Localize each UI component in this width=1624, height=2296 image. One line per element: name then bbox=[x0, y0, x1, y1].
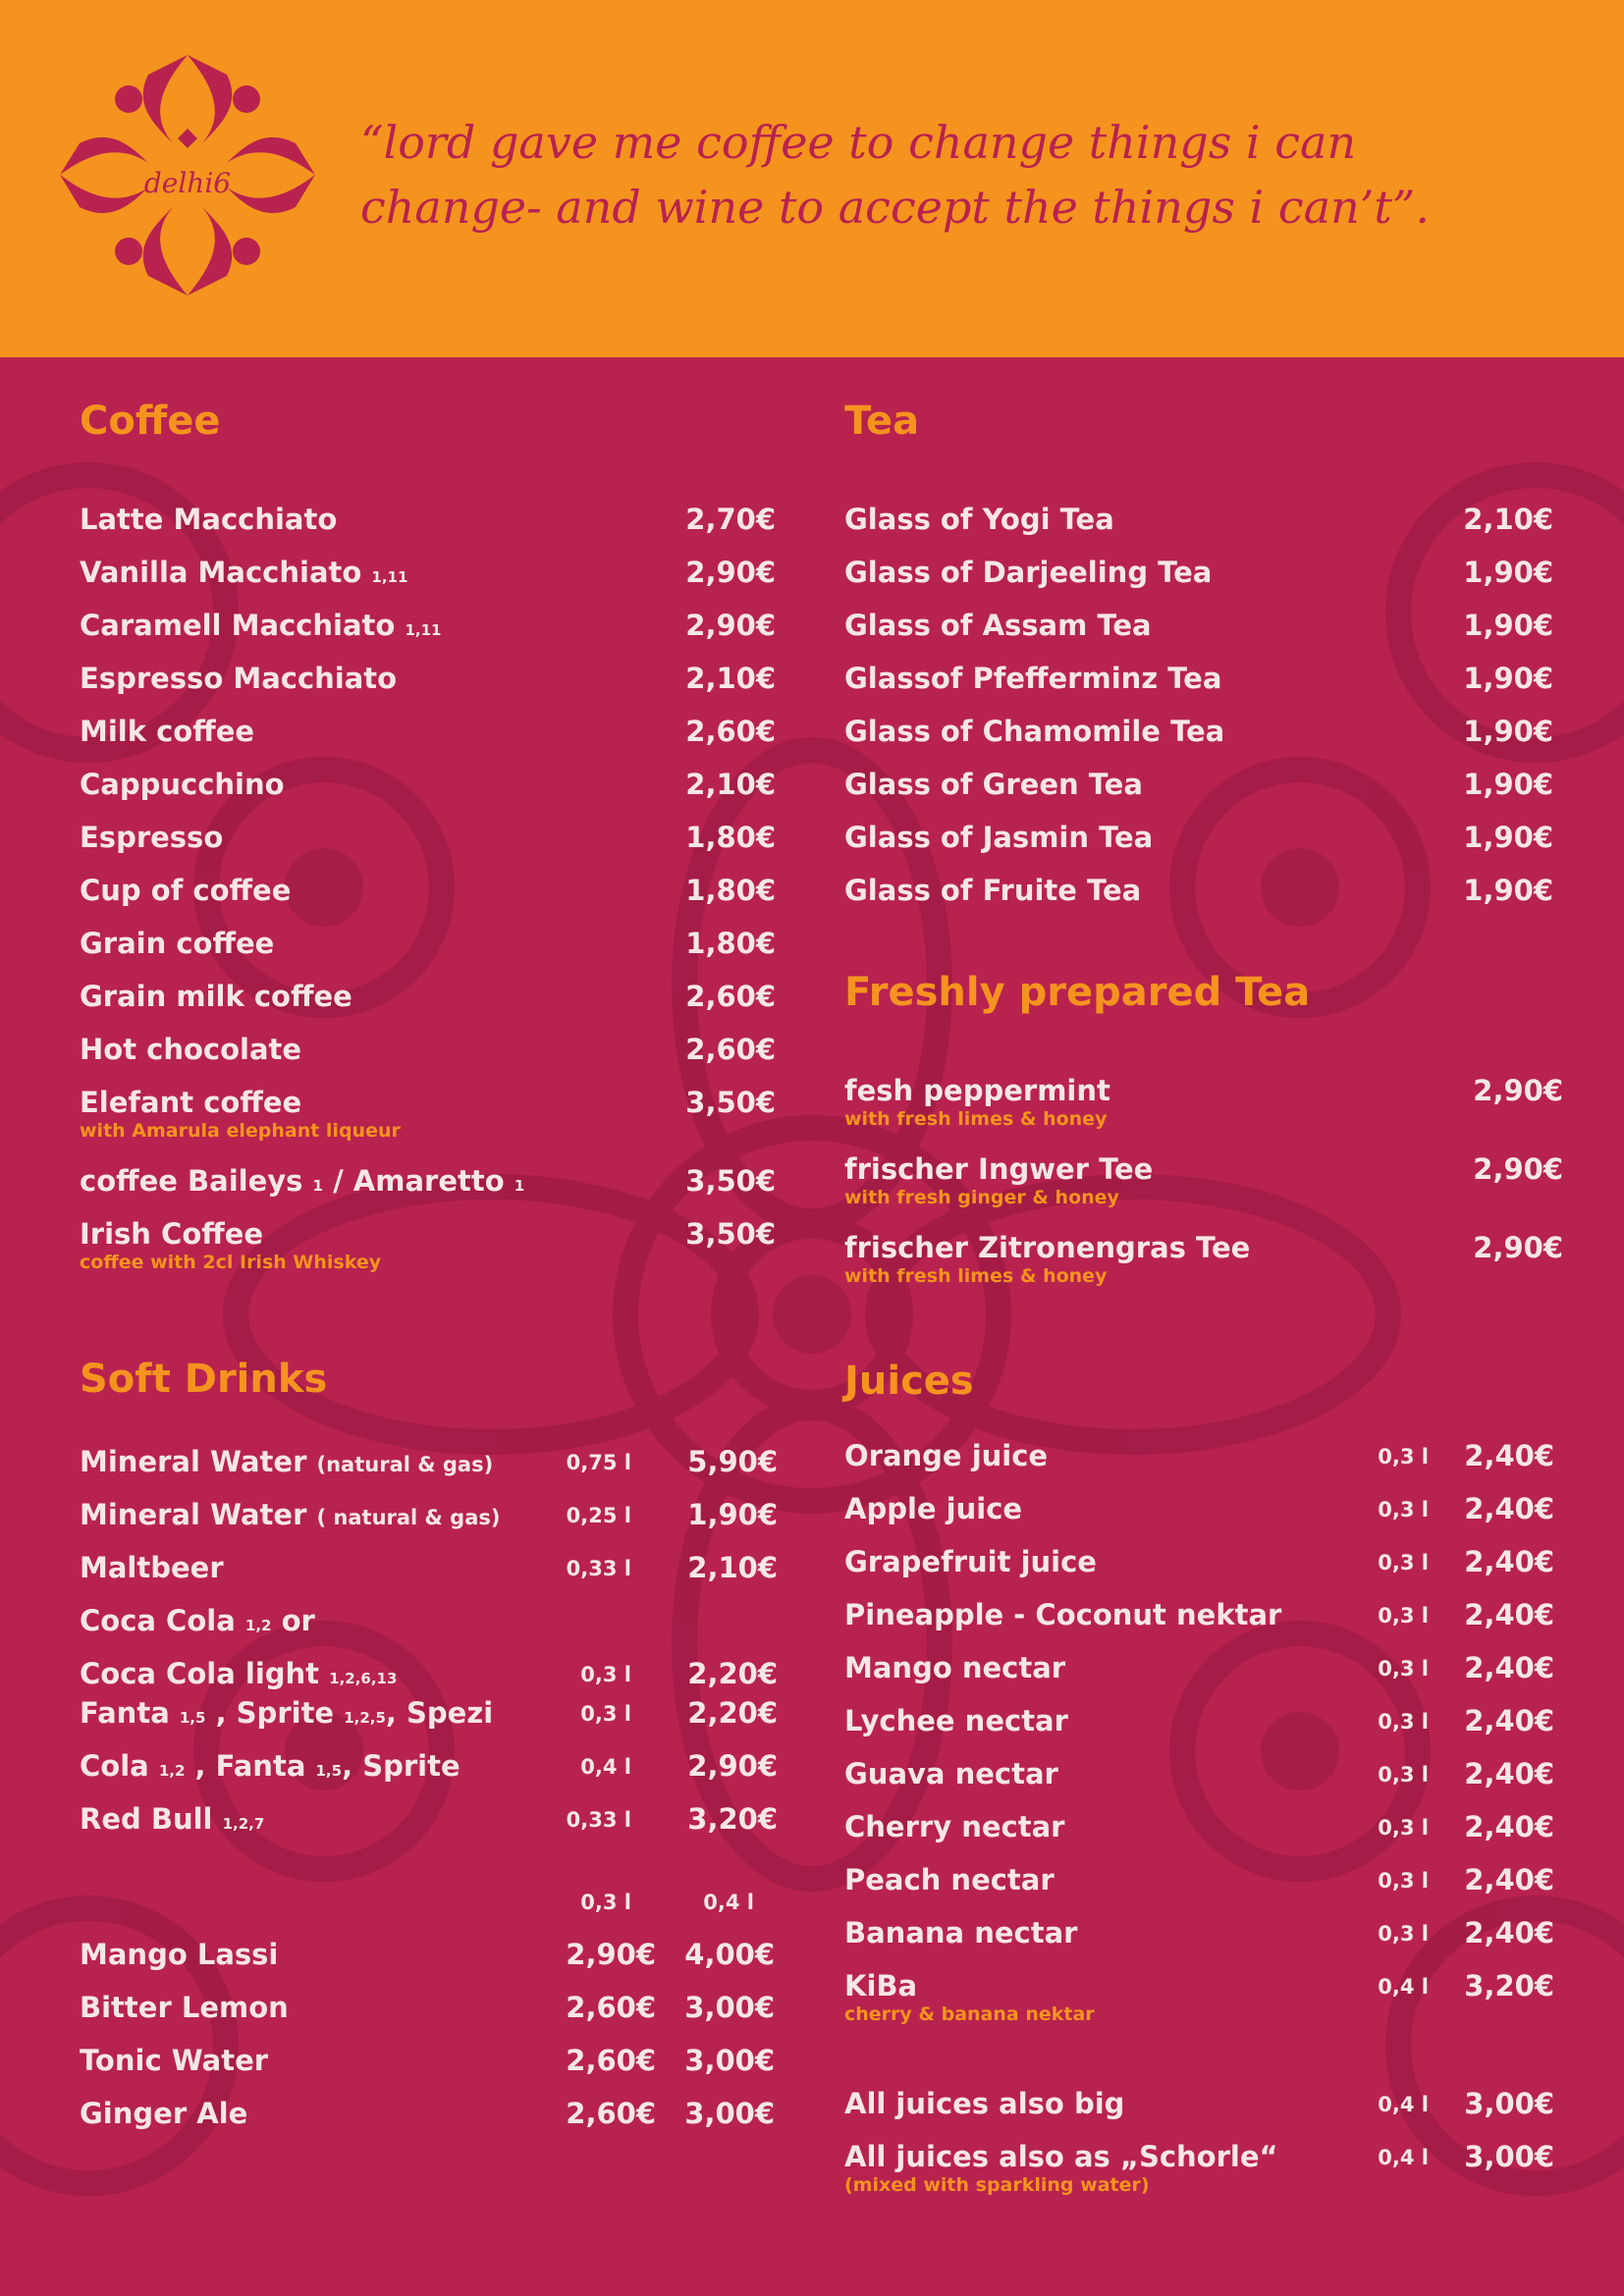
item-name-text: Glass of Chamomile Tea bbox=[844, 715, 1225, 748]
item-name-text: Glass of Fruite Tea bbox=[844, 874, 1142, 907]
item-name bbox=[80, 821, 223, 854]
item-name-text: KiBa bbox=[844, 1969, 918, 2002]
item-name-text: Hot chocolate bbox=[80, 1033, 302, 1066]
item-name bbox=[844, 1439, 1048, 1472]
item-name-text: Glassof Pfefferminz Tea bbox=[844, 662, 1222, 695]
item-name-text: Vanilla Macchiato bbox=[80, 556, 362, 589]
item-price: 3,20€ bbox=[687, 1802, 778, 1836]
item-note: with fresh ginger & honey bbox=[844, 1187, 1119, 1208]
item-price: 2,40€ bbox=[1464, 1863, 1554, 1896]
item-name-text: Glass of Darjeeling Tea bbox=[844, 556, 1213, 589]
item-name bbox=[844, 1757, 1058, 1790]
item-volume: 0,3 l bbox=[580, 1663, 631, 1686]
item-price: 2,60€ bbox=[685, 1033, 776, 1066]
soft-drinks-title: Soft Drinks bbox=[80, 1357, 328, 1402]
item-price: 2,10€ bbox=[1463, 503, 1553, 536]
item-price: 2,10€ bbox=[685, 662, 776, 695]
item-name-text: Glass of Assam Tea bbox=[844, 609, 1152, 642]
allergen-codes: 1,2,5 bbox=[344, 1709, 386, 1727]
item-name bbox=[80, 1551, 224, 1584]
item-name bbox=[80, 1749, 460, 1783]
item-name-text: , Spezi bbox=[385, 1696, 494, 1730]
item-price: 1,80€ bbox=[685, 874, 776, 907]
item-price: 3,00€ bbox=[1464, 2140, 1554, 2173]
item-price: 2,60€ bbox=[685, 980, 776, 1013]
item-name-text: frischer Ingwer Tee bbox=[844, 1152, 1154, 1186]
item-name bbox=[844, 1810, 1064, 1843]
fresh-tea-title: Freshly prepared Tea bbox=[844, 970, 1311, 1015]
item-volume: 0,3 l bbox=[1378, 1551, 1429, 1575]
item-price-large: 4,00€ bbox=[684, 1938, 775, 1971]
item-name-text: Orange juice bbox=[844, 1439, 1049, 1472]
item-price: 2,10€ bbox=[687, 1551, 778, 1584]
item-price: 2,90€ bbox=[1473, 1152, 1563, 1186]
item-price: 2,90€ bbox=[685, 556, 776, 589]
allergen-codes: 1,5 bbox=[315, 1762, 343, 1780]
item-name bbox=[844, 1074, 1110, 1107]
item-name bbox=[844, 874, 1141, 907]
item-name-text: Caramell Macchiato bbox=[80, 609, 396, 642]
item-price: 3,50€ bbox=[685, 1217, 776, 1251]
item-name bbox=[844, 768, 1143, 801]
item-price: 3,50€ bbox=[685, 1086, 776, 1119]
item-name bbox=[80, 1696, 493, 1730]
item-name-text: Mineral Water bbox=[80, 1445, 307, 1478]
allergen-codes: 1,2 bbox=[158, 1762, 186, 1780]
item-name-text: , Fanta bbox=[194, 1749, 306, 1783]
item-price: 1,90€ bbox=[1463, 821, 1553, 854]
item-volume: 0,3 l bbox=[1378, 1657, 1429, 1681]
item-price-large: 3,00€ bbox=[684, 1991, 775, 2024]
coffee-title: Coffee bbox=[80, 399, 221, 444]
item-name bbox=[80, 768, 285, 801]
item-name-text: / Amaretto bbox=[333, 1164, 505, 1198]
item-name bbox=[844, 1863, 1055, 1896]
item-volume: 0,3 l bbox=[1378, 1763, 1429, 1787]
item-price: 1,90€ bbox=[1463, 609, 1553, 642]
item-name bbox=[80, 1657, 397, 1690]
item-volume: 0,4 l bbox=[1378, 2093, 1429, 2116]
item-price-small: 2,90€ bbox=[566, 1938, 656, 1971]
item-name bbox=[80, 1217, 263, 1251]
item-volume: 0,3 l bbox=[1378, 1816, 1429, 1840]
item-name bbox=[844, 1231, 1250, 1264]
item-volume: 0,33 l bbox=[566, 1808, 631, 1832]
item-volume: 0,3 l bbox=[1378, 1604, 1429, 1628]
item-name-text: Grain coffee bbox=[80, 927, 275, 960]
item-name-text: , Sprite bbox=[215, 1696, 335, 1730]
item-name-text: Irish Coffee bbox=[80, 1217, 264, 1251]
item-name bbox=[844, 1545, 1097, 1578]
item-volume: 0,25 l bbox=[566, 1504, 631, 1527]
item-name-text: Cola bbox=[80, 1749, 149, 1783]
item-price: 2,20€ bbox=[687, 1696, 778, 1730]
item-volume: 0,3 l bbox=[1378, 1922, 1429, 1946]
item-name bbox=[844, 715, 1224, 748]
item-name-text: Elefant coffee bbox=[80, 1086, 302, 1119]
item-name bbox=[844, 1704, 1068, 1737]
item-name-text: Grapefruit juice bbox=[844, 1545, 1097, 1578]
item-name bbox=[80, 1938, 278, 1971]
item-volume: 0,3 l bbox=[580, 1702, 631, 1726]
item-name bbox=[844, 556, 1212, 589]
item-detail: (natural & gas) bbox=[316, 1453, 494, 1476]
item-name-text: Mineral Water bbox=[80, 1498, 307, 1531]
item-name-text: Coca Cola light bbox=[80, 1657, 320, 1690]
item-price: 3,00€ bbox=[1464, 2087, 1554, 2120]
item-detail: ( natural & gas) bbox=[316, 1506, 501, 1529]
allergen-codes: 1 bbox=[312, 1177, 323, 1195]
item-price: 2,20€ bbox=[687, 1657, 778, 1690]
item-name bbox=[844, 1651, 1065, 1684]
item-price: 3,50€ bbox=[685, 1164, 776, 1198]
header-banner bbox=[0, 0, 1624, 357]
item-price-small: 2,60€ bbox=[566, 2097, 656, 2130]
item-price: 5,90€ bbox=[687, 1445, 778, 1478]
item-price: 1,80€ bbox=[685, 927, 776, 960]
item-name-text: Pineapple - Coconut nektar bbox=[844, 1598, 1282, 1631]
allergen-codes: 1 bbox=[514, 1177, 525, 1195]
tea-title: Tea bbox=[844, 399, 920, 444]
item-name-text: Glass of Jasmin Tea bbox=[844, 821, 1154, 854]
item-price-small: 2,60€ bbox=[566, 1991, 656, 2024]
allergen-codes: 1,2,7 bbox=[222, 1815, 265, 1833]
item-price: 1,90€ bbox=[1463, 662, 1553, 695]
item-price: 2,40€ bbox=[1464, 1545, 1554, 1578]
item-price: 2,40€ bbox=[1464, 1757, 1554, 1790]
item-name bbox=[80, 715, 254, 748]
item-name-text: Latte Macchiato bbox=[80, 503, 338, 536]
item-price: 2,40€ bbox=[1464, 1916, 1554, 1949]
item-name-text: Tonic Water bbox=[80, 2044, 269, 2077]
item-price: 2,40€ bbox=[1464, 1651, 1554, 1684]
item-name-text: Coca Cola bbox=[80, 1604, 236, 1637]
item-name bbox=[80, 1164, 524, 1198]
juices-title: Juices bbox=[844, 1359, 974, 1404]
size-header-small: 0,3 l bbox=[580, 1891, 631, 1914]
item-price: 1,80€ bbox=[685, 821, 776, 854]
item-name bbox=[80, 2044, 268, 2077]
item-note: with Amarula elephant liqueur bbox=[80, 1120, 401, 1142]
item-price-large: 3,00€ bbox=[684, 2044, 775, 2077]
quote-line-1: “lord gave me coffee to change things i can bbox=[360, 116, 1357, 169]
item-name-text: Mango Lassi bbox=[80, 1938, 279, 1971]
item-name-text: Espresso bbox=[80, 821, 224, 854]
item-name bbox=[80, 556, 407, 589]
item-name bbox=[844, 1598, 1281, 1631]
allergen-codes: 1,2 bbox=[244, 1617, 272, 1634]
item-name bbox=[844, 2140, 1278, 2173]
item-volume: 0,4 l bbox=[580, 1755, 631, 1779]
item-name bbox=[80, 1498, 500, 1531]
item-price: 2,60€ bbox=[685, 715, 776, 748]
item-price: 1,90€ bbox=[1463, 768, 1553, 801]
item-name-text: Lychee nectar bbox=[844, 1704, 1068, 1737]
item-volume: 0,3 l bbox=[1378, 1869, 1429, 1893]
item-name bbox=[80, 503, 337, 536]
item-price: 2,90€ bbox=[1473, 1074, 1563, 1107]
item-price: 1,90€ bbox=[1463, 874, 1553, 907]
item-volume: 0,33 l bbox=[566, 1557, 631, 1580]
item-price: 2,40€ bbox=[1464, 1439, 1554, 1472]
item-note: coffee with 2cl Irish Whiskey bbox=[80, 1252, 382, 1273]
item-volume: 0,3 l bbox=[1378, 1710, 1429, 1734]
item-note: cherry & banana nektar bbox=[844, 2003, 1095, 2025]
logo-ornament-icon bbox=[55, 45, 320, 305]
item-name bbox=[80, 1086, 301, 1119]
item-name bbox=[80, 1802, 264, 1836]
item-price: 2,90€ bbox=[685, 609, 776, 642]
item-price: 2,40€ bbox=[1464, 1704, 1554, 1737]
item-price: 2,40€ bbox=[1464, 1492, 1554, 1525]
item-volume: 0,4 l bbox=[1378, 1975, 1429, 1999]
item-name bbox=[80, 980, 352, 1013]
item-name-text: Maltbeer bbox=[80, 1551, 224, 1584]
item-name-text: All juices also big bbox=[844, 2087, 1125, 2120]
item-price-large: 3,00€ bbox=[684, 2097, 775, 2130]
item-volume: 0,4 l bbox=[1378, 2146, 1429, 2169]
item-name-text: Fanta bbox=[80, 1696, 170, 1730]
item-price-small: 2,60€ bbox=[566, 2044, 656, 2077]
item-name bbox=[844, 1152, 1153, 1186]
item-name-text: Banana nectar bbox=[844, 1916, 1078, 1949]
quote-line-2: change- and wine to accept the things i can’t”. bbox=[360, 181, 1430, 234]
item-name bbox=[80, 1033, 301, 1066]
item-name-text: Apple juice bbox=[844, 1492, 1023, 1525]
item-price: 2,90€ bbox=[1473, 1231, 1563, 1264]
item-name-text: All juices also as „Schorle“ bbox=[844, 2140, 1278, 2173]
item-name-text: fesh peppermint bbox=[844, 1074, 1110, 1107]
item-name-text: Cup of coffee bbox=[80, 874, 292, 907]
item-name-text: Glass of Yogi Tea bbox=[844, 503, 1114, 536]
logo-text: delhi6 bbox=[143, 167, 232, 199]
allergen-codes: 1,2,6,13 bbox=[329, 1670, 398, 1687]
size-header-large: 0,4 l bbox=[703, 1891, 754, 1914]
item-name-text: Espresso Macchiato bbox=[80, 662, 398, 695]
item-name bbox=[844, 609, 1152, 642]
item-price: 2,70€ bbox=[685, 503, 776, 536]
item-name bbox=[80, 1604, 315, 1637]
item-note: with fresh limes & honey bbox=[844, 1108, 1108, 1130]
item-name bbox=[844, 2087, 1124, 2120]
allergen-codes: 1,11 bbox=[371, 568, 408, 586]
header-quote bbox=[360, 110, 1588, 240]
item-name-text: coffee Baileys bbox=[80, 1164, 303, 1198]
item-name bbox=[80, 2097, 247, 2130]
item-name bbox=[80, 927, 274, 960]
item-volume: 0,3 l bbox=[1378, 1445, 1429, 1468]
item-name-text: Mango nectar bbox=[844, 1651, 1066, 1684]
item-price: 3,20€ bbox=[1464, 1969, 1554, 2002]
item-name-text: Grain milk coffee bbox=[80, 980, 352, 1013]
item-name-text: Peach nectar bbox=[844, 1863, 1055, 1896]
item-price: 1,90€ bbox=[687, 1498, 778, 1531]
item-price: 2,10€ bbox=[685, 768, 776, 801]
item-name bbox=[80, 609, 441, 642]
item-name-text: Bitter Lemon bbox=[80, 1991, 289, 2024]
item-name bbox=[80, 1445, 493, 1478]
item-name bbox=[80, 874, 291, 907]
item-name-text: Glass of Green Tea bbox=[844, 768, 1143, 801]
item-price: 2,40€ bbox=[1464, 1810, 1554, 1843]
item-name-text: Milk coffee bbox=[80, 715, 255, 748]
item-price: 2,90€ bbox=[687, 1749, 778, 1783]
item-volume: 0,75 l bbox=[566, 1451, 631, 1474]
item-name bbox=[844, 1916, 1077, 1949]
item-name bbox=[844, 1969, 917, 2002]
item-price: 1,90€ bbox=[1463, 715, 1553, 748]
item-name bbox=[80, 662, 397, 695]
item-price: 1,90€ bbox=[1463, 556, 1553, 589]
allergen-codes: 1,11 bbox=[405, 621, 442, 639]
item-volume: 0,3 l bbox=[1378, 1498, 1429, 1522]
item-name-text: Ginger Ale bbox=[80, 2097, 248, 2130]
item-name-text: Cherry nectar bbox=[844, 1810, 1065, 1843]
item-name-text: or bbox=[281, 1604, 315, 1637]
item-name-text: , Sprite bbox=[342, 1749, 460, 1783]
item-note: (mixed with sparkling water) bbox=[844, 2174, 1150, 2196]
allergen-codes: 1,5 bbox=[179, 1709, 206, 1727]
item-name-text: Guava nectar bbox=[844, 1757, 1058, 1790]
item-name-text: Red Bull bbox=[80, 1802, 213, 1836]
item-note: with fresh limes & honey bbox=[844, 1265, 1108, 1287]
item-name bbox=[844, 662, 1221, 695]
item-name bbox=[844, 503, 1114, 536]
item-name-text: Cappucchino bbox=[80, 768, 285, 801]
item-price: 2,40€ bbox=[1464, 1598, 1554, 1631]
item-name bbox=[844, 1492, 1022, 1525]
item-name bbox=[80, 1991, 289, 2024]
item-name-text: frischer Zitronengras Tee bbox=[844, 1231, 1251, 1264]
item-name bbox=[844, 821, 1153, 854]
